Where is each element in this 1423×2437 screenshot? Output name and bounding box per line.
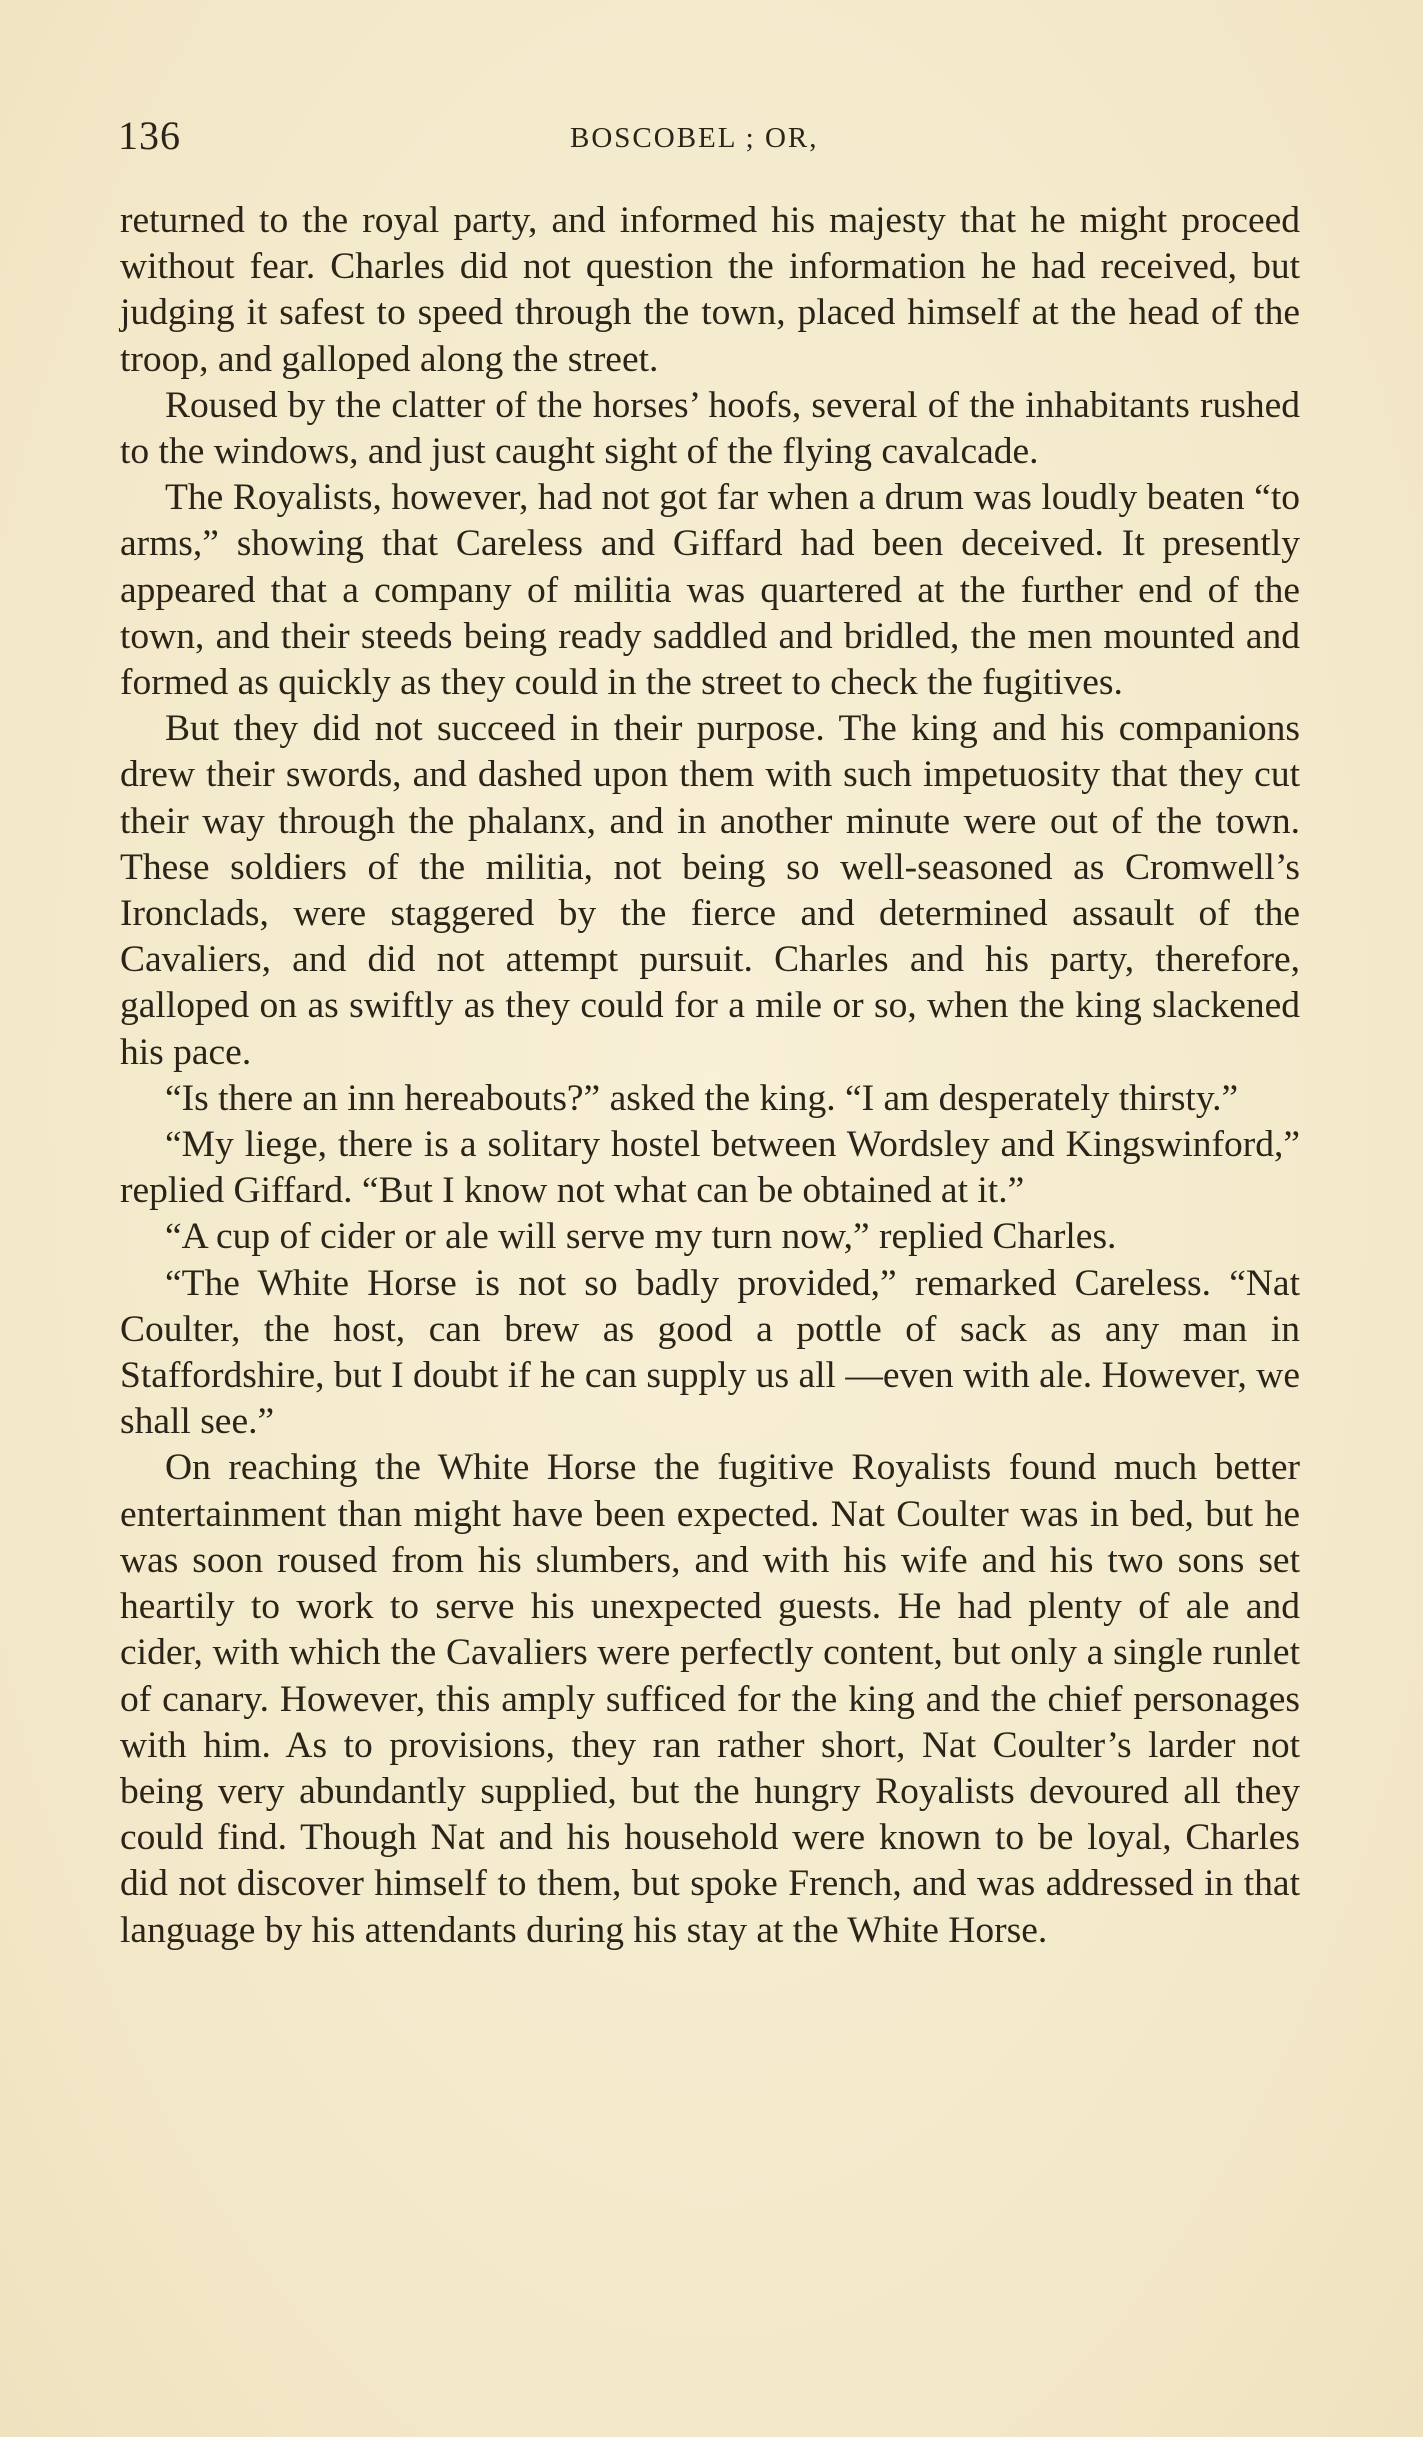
- paragraph-9: On reaching the White Horse the fugitive Royalists found much better entertainment than might have been expected. Nat Coulter was in bed, but he was soon roused from his slumbers, and with his wife and his two sons set heartily to work to serve his unexpected guests. He had plenty of ale and cider, with which the Cavaliers were perfectly content, but only a single runlet of canary. However, this amply sufficed for the king and the chief personages with him. As to provisions, they ran rather short, Nat Coulter’s larder not being very abundantly supplied, but the hungry Royalists devoured all they could find. Though Nat and his household were known to be loyal, Charles did not discover himself to them, but spoke French, and was addressed in that language by his attendants during his stay at the White Horse.: [120, 1447, 1300, 1951]
- paragraph-6: “My liege, there is a solitary hostel between Wordsley and Kingswinford,” replied Giffard. “But I know not what can be obtained at it.”: [120, 1124, 1300, 1212]
- paragraph-3: The Royalists, however, had not got far when a drum was loudly beaten “to arms,” showing that Careless and Giffard had been deceived. It presently appeared that a company of militia was quartered at the further end of the town, and their steeds being ready saddled and bridled, the men mounted and formed as quickly as they could in the street to check the fugitives.: [120, 477, 1300, 704]
- running-title: BOSCOBEL ; OR,: [570, 122, 819, 154]
- paragraph-2: Roused by the clatter of the horses’ hoofs, several of the inhabitants rushed to the windows, and just caught sight of the flying cavalcade.: [120, 384, 1300, 473]
- paragraph-7: “A cup of cider or ale will serve my turn now,” replied Charles.: [165, 1216, 1117, 1258]
- page-number: 136: [118, 113, 181, 158]
- paragraph-8: “The White Horse is not so badly provided,” remarked Careless. “Nat Coulter, the host, can brew as good a pottle of sack as any man in Staffordshire, but I doubt if he can supply us all —even with ale. However, we shall see.”: [120, 1262, 1300, 1443]
- paragraph-1: returned to the royal party, and informed his majesty that he might proceed without fear. Charles did not question the information he had received, but judging it safest to speed through the town, placed himself at the head of the troop, and galloped along the street.: [120, 200, 1300, 380]
- page-header: [118, 112, 1298, 172]
- paragraph-4: But they did not succeed in their purpose. The king and his companions drew their swords, and dashed upon them with such impetuosity that they cut their way through the phalanx, and in another minute were out of the town. These soldiers of the militia, not being so well-seasoned as Cromwell’s Ironclads, were staggered by the fierce and determined assault of the Cavaliers, and did not attempt pursuit. Charles and his party, therefore, galloped on as swiftly as they could for a mile or so, when the king slackened his pace.: [120, 708, 1300, 1073]
- body-text: [120, 198, 1300, 1954]
- paragraph-5: “Is there an inn hereabouts?” asked the king. “I am desperately thirsty.”: [165, 1077, 1239, 1119]
